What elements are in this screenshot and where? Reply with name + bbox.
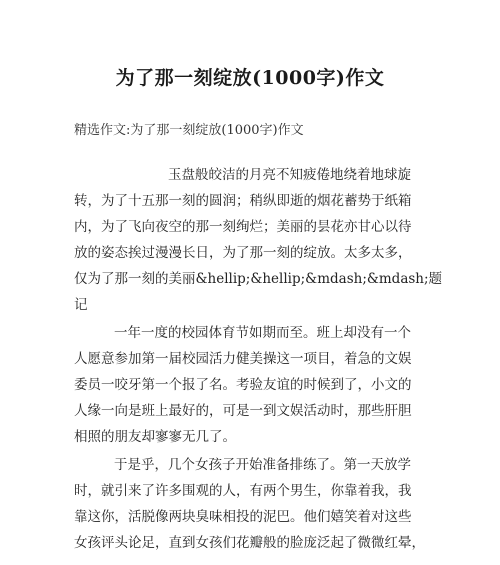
paragraph-line: 人愿意参加第一届校园活力健美操这一项目，着急的文娱 [74,351,412,367]
paragraph-1 [74,162,443,318]
paragraph-line: 女孩评头论足，直到女孩们花瓣般的脸庞泛起了微微红晕， [74,535,425,551]
paragraph-line: 内，为了飞向夜空的那一刻绚烂；美丽的昙花亦甘心以待 [74,219,412,235]
paragraph-line: 放的姿态挨过漫漫长日，为了那一刻的绽放。太多太多， [74,245,412,261]
paragraph-line: 时，就引来了许多围观的人，有两个男生，你靠着我，我 [74,483,412,499]
paragraph-line: 转，为了十五那一刻的圆润；稍纵即逝的烟花蓄势于纸箱 [74,193,412,209]
paragraph-line: 人缘一向是班上最好的，可是一到文娱活动时，那些肝胆 [74,403,412,419]
paragraph-line: 仅为了那一刻的美丽&hellip;&hellip;&mdash;&mdash;题 [74,271,443,287]
paragraph-line: 一年一度的校园体育节如期而至。班上却没有一个 [114,325,411,341]
paragraph-line: 相照的朋友却寥寥无几了。 [74,429,236,445]
paragraph-line: 记 [74,297,88,313]
article-title: 为了那一刻绽放(1000字)作文 [115,67,385,89]
paragraph-line: 靠这你，活脱像两块臭味相投的泥巴。他们嬉笑着对这些 [74,509,412,525]
paragraph-line: 玉盘般皎洁的月亮不知疲倦地绕着地球旋 [168,167,411,183]
paragraph-3 [74,452,434,556]
article-subtitle: 精选作文:为了那一刻绽放(1000字)作文 [74,123,304,138]
paragraph-2 [74,320,434,450]
paragraph-line: 于是乎，几个女孩子开始准备排练了。第一天放学 [114,457,411,473]
paragraph-line: 委员一咬牙第一个报了名。考验友谊的时候到了，小文的 [74,377,412,393]
